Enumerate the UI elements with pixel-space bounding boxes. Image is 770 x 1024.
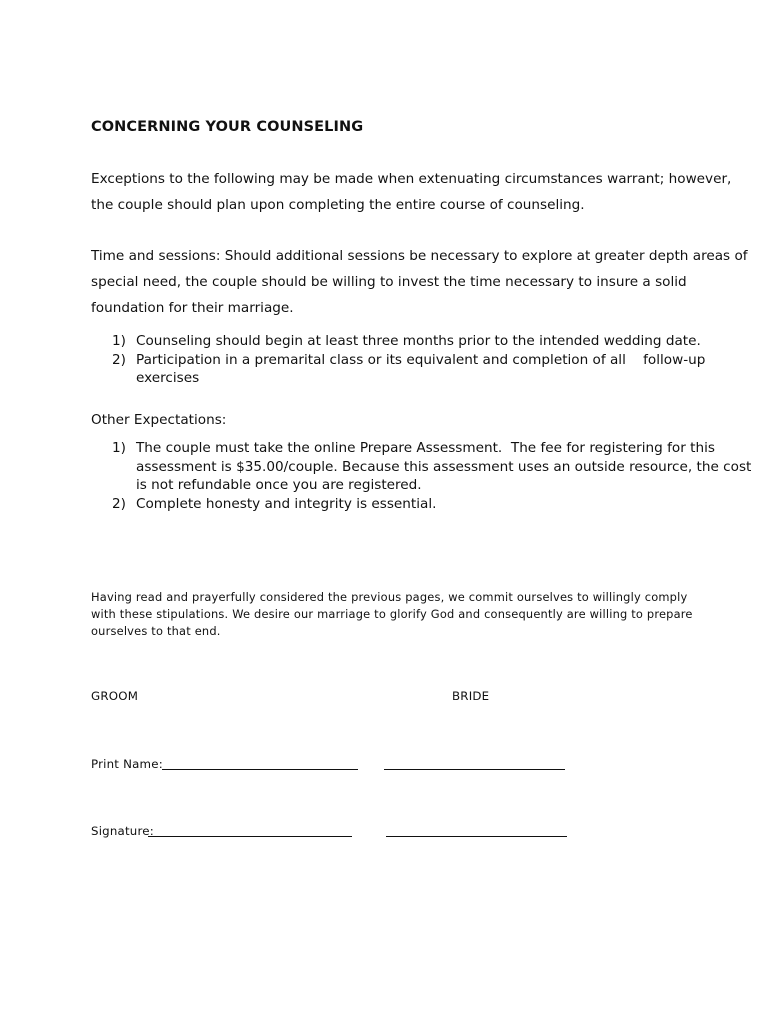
list-item-text: exercises xyxy=(136,370,200,386)
other-expectations-heading: Other Expectations: xyxy=(91,412,227,428)
time-sessions-line: Time and sessions: Should additional sessions be necessary to explore at greater depth areas of xyxy=(91,248,748,264)
list-item-text: Counseling should begin at least three months prior to the intended wedding date. xyxy=(136,333,701,349)
list-item-text: is not refundable once you are registered. xyxy=(136,477,422,493)
list-item xyxy=(112,332,702,351)
document-title: CONCERNING YOUR COUNSELING xyxy=(91,119,364,135)
commitment-line: with these stipulations. We desire our marriage to glorify God and consequently are willing to prepare xyxy=(91,607,693,621)
list-item-number: 2) xyxy=(112,351,126,368)
commitment-line: Having read and prayerfully considered the previous pages, we commit ourselves to willingly comply xyxy=(91,590,688,604)
intro-line: Exceptions to the following may be made when extenuating circumstances warrant; however, xyxy=(91,171,732,187)
groom-print-name-field[interactable] xyxy=(162,769,358,770)
time-sessions-line: foundation for their marriage. xyxy=(91,300,294,316)
intro-paragraph xyxy=(91,166,732,218)
commitment-line: ourselves to that end. xyxy=(91,624,221,638)
commitment-paragraph xyxy=(91,589,693,640)
list-item-number: 2) xyxy=(112,495,126,512)
list-item-number: 1) xyxy=(112,440,126,456)
groom-label: GROOM xyxy=(91,689,139,703)
groom-signature-field[interactable] xyxy=(148,836,352,837)
time-sessions-paragraph xyxy=(91,243,748,321)
list-item xyxy=(112,351,706,388)
list-item xyxy=(112,439,752,495)
list-item-text: The couple must take the online Prepare Assessment. The fee for registering for this xyxy=(136,440,715,456)
list-item-text: assessment is $35.00/couple. Because this assessment uses an outside resource, the cost xyxy=(136,458,752,475)
list-item-text: Complete honesty and integrity is essential. xyxy=(136,495,437,512)
sessions-list xyxy=(112,332,706,388)
list-item-number: 1) xyxy=(112,333,126,349)
list-item xyxy=(112,495,702,514)
bride-signature-field[interactable] xyxy=(386,836,567,837)
time-sessions-line: special need, the couple should be willing to invest the time necessary to insure a solid xyxy=(91,274,687,290)
list-item-text: Participation in a premarital class or its equivalent and completion of all follow-up xyxy=(136,351,706,368)
signature-label: Signature: xyxy=(91,824,154,838)
expectations-list xyxy=(112,439,752,513)
intro-line: the couple should plan upon completing the entire course of counseling. xyxy=(91,197,585,213)
bride-print-name-field[interactable] xyxy=(384,769,565,770)
print-name-label: Print Name: xyxy=(91,757,163,771)
bride-label: BRIDE xyxy=(452,689,490,703)
